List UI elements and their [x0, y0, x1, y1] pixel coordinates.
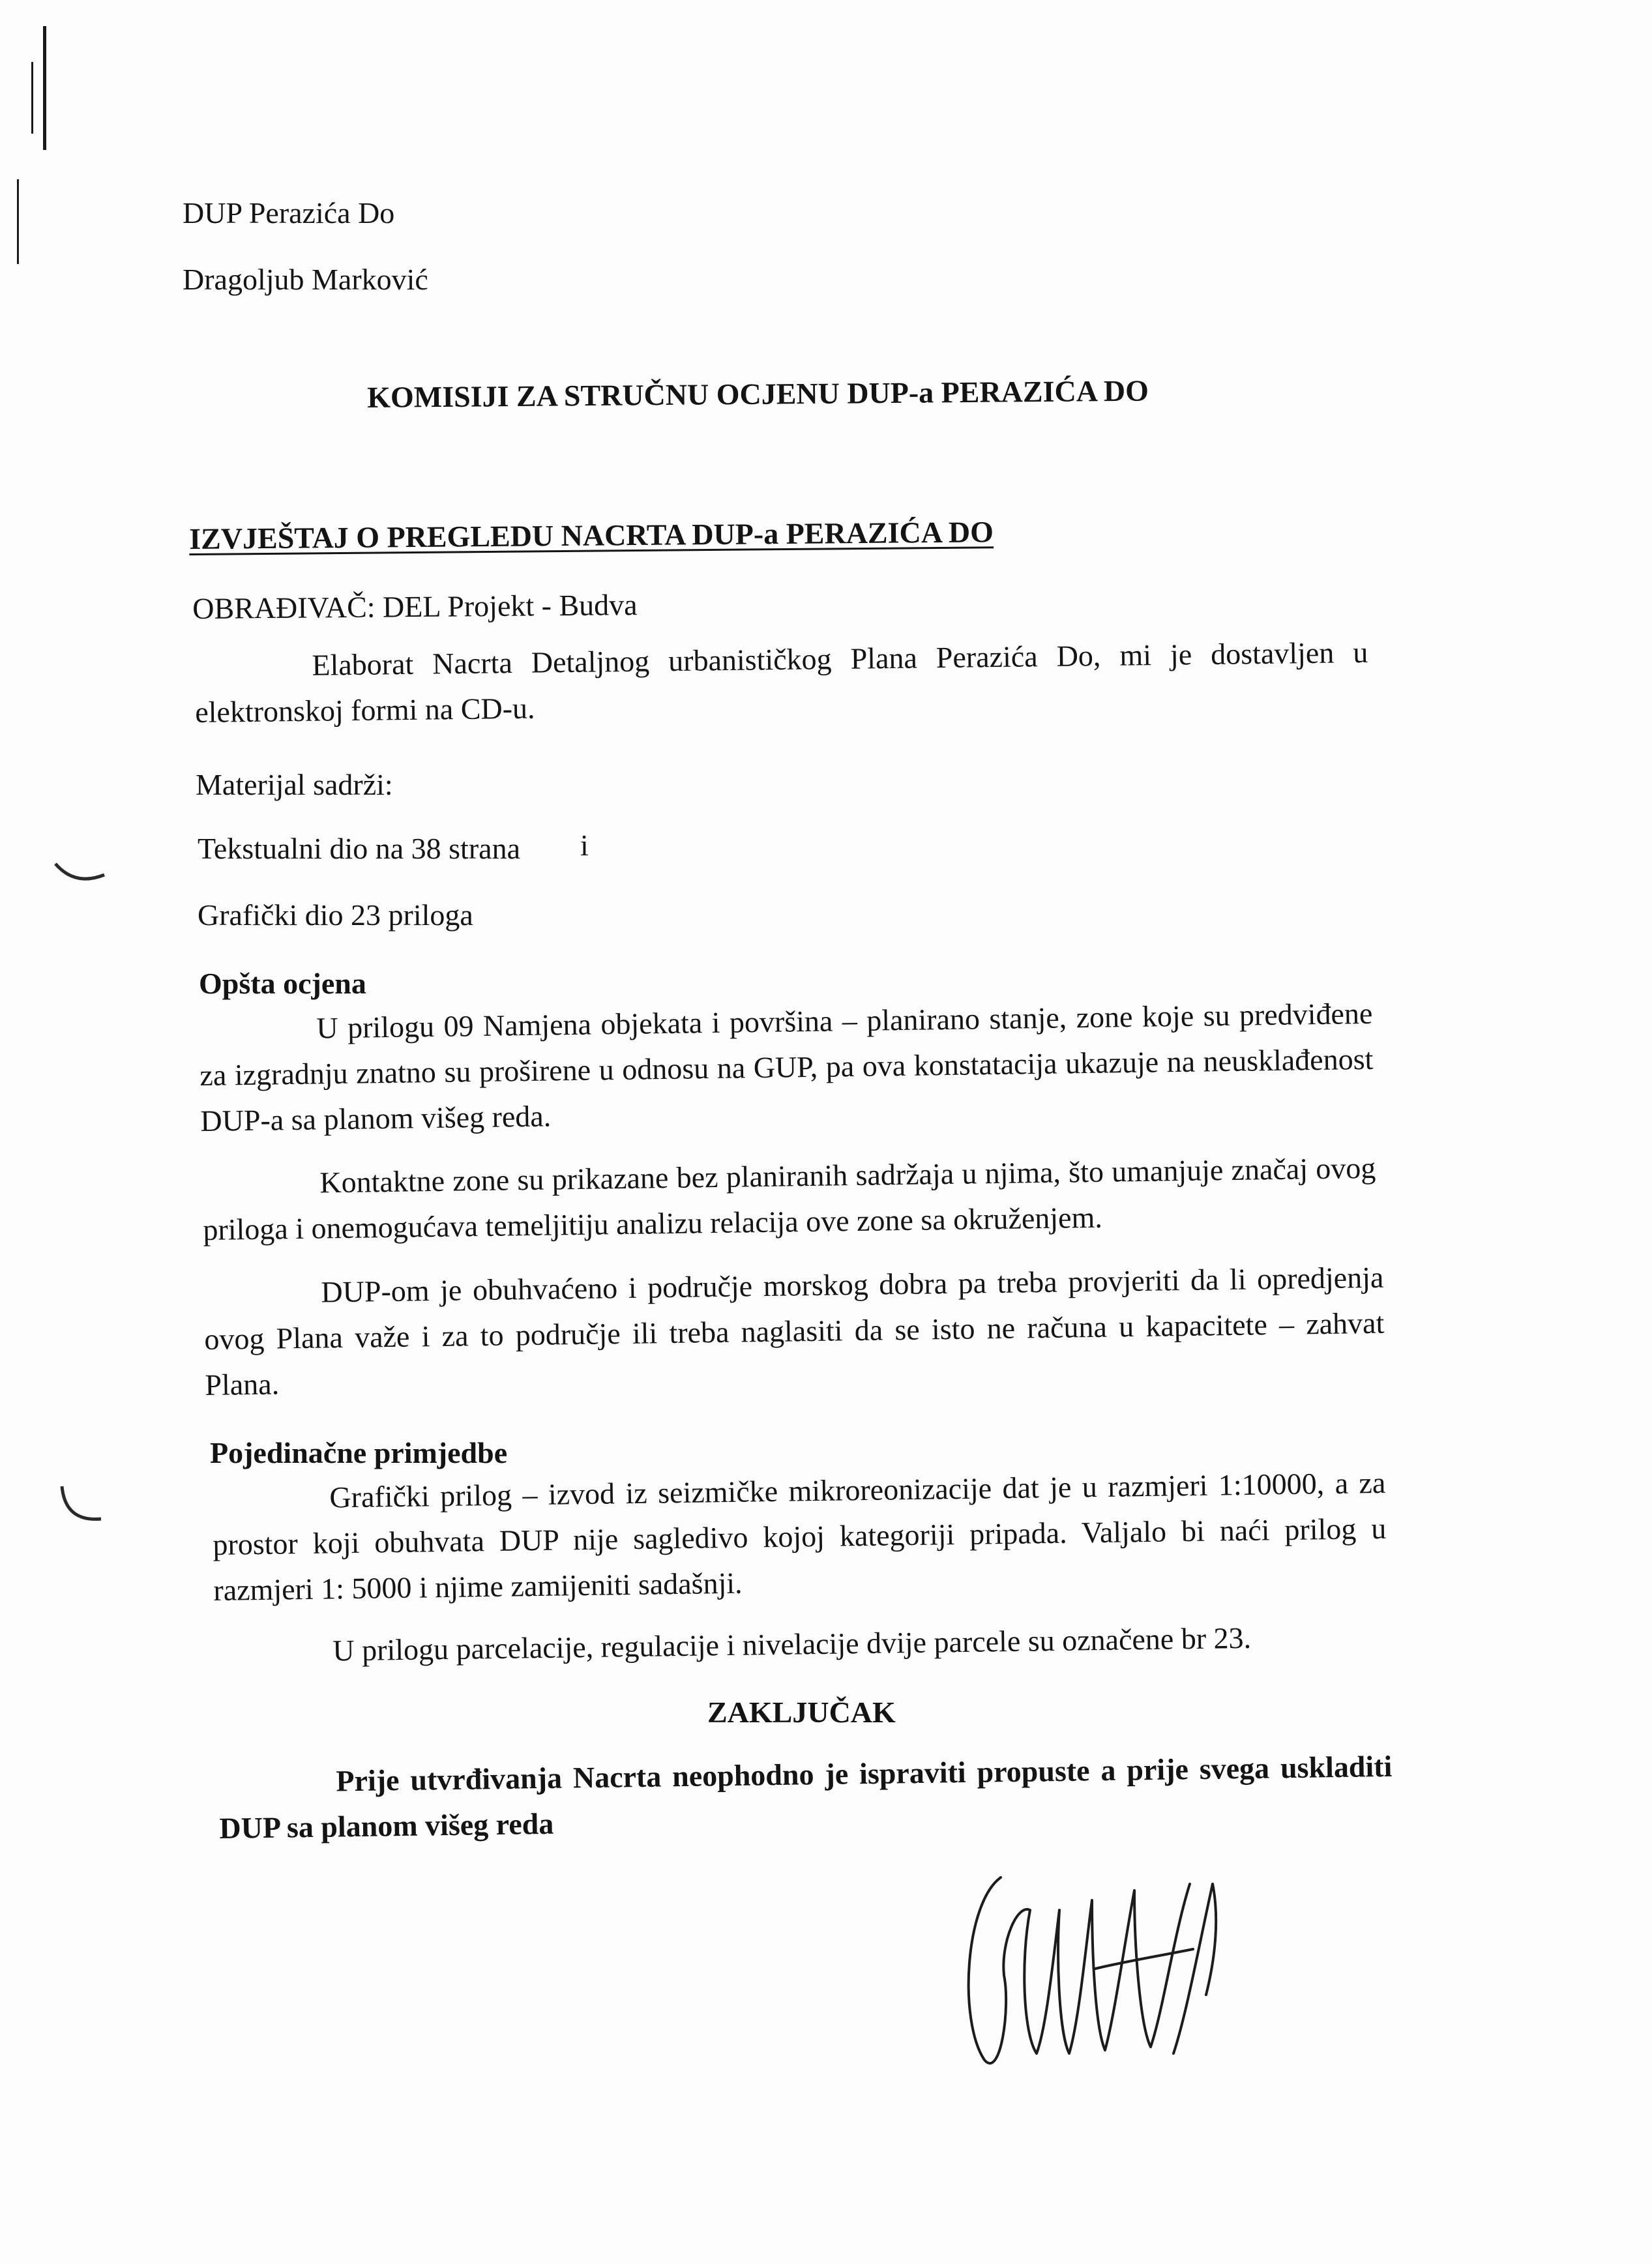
individual-remarks-heading: Pojedinačne primjedbe [210, 1436, 508, 1469]
general-paragraph-2: Kontaktne zone su prikazane bez planiranih sadržaja u njima, što umanjuje značaj ovog priloga i onemogućava temeljitiju analizu relacija ove zone sa okruženjem. [203, 1151, 1376, 1246]
material-graphic-part: Grafički dio 23 priloga [198, 898, 473, 932]
individual-paragraph-2: U prilogu parcelacije, regulacije i nivelacije dvije parcele su označene br 23. [332, 1621, 1252, 1668]
recipient-heading: KOMISIJI ZA STRUČNU OCJENU DUP-a PERAZIĆA DO [367, 374, 1149, 414]
general-assessment-heading: Opšta ocjena [199, 967, 366, 1000]
intro-paragraph: Elaborat Nacrta Detaljnog urbanističkog Plana Perazića Do, mi je dostavljen u elektronskoj formi na CD-u. [194, 636, 1368, 729]
material-conjunction: i [580, 829, 589, 862]
report-title: IZVJEŠTAJ O PREGLEDU NACRTA DUP-a PERAZIĆA DO [189, 515, 994, 555]
material-label: Materijal sadrži: [196, 768, 393, 801]
handwritten-signature [939, 1864, 1278, 2073]
header-author-name: Dragoljub Marković [183, 263, 428, 296]
processor-line: OBRAĐIVAČ: DEL Projekt - Budva [192, 588, 638, 625]
binder-mark-top [43, 26, 46, 150]
punch-hole-mark-2 [55, 1483, 114, 1529]
material-text-part: Tekstualni dio na 38 strana [198, 832, 520, 865]
binder-mark-top-2 [31, 62, 33, 134]
conclusion-paragraph: Prije utvrđivanja Nacrta neophodno je ispraviti propuste a prije svega uskladiti DUP sa planom višeg reda [219, 1749, 1393, 1845]
punch-hole-mark-1 [52, 860, 111, 887]
individual-paragraph-1: Grafički prilog – izvod iz seizmičke mikroreonizacije dat je u razmjeri 1:10000, a za prostor koji obuhvata DUP nije sagledivo kojoj kategoriji pripada. Valjalo bi naći prilog u razmjeri 1: 5000 i njime zamijeniti sadašnji. [213, 1465, 1387, 1607]
conclusion-heading: ZAKLJUČAK [707, 1696, 896, 1729]
general-paragraph-1: U prilogu 09 Namjena objekata i površina – planirano stanje, zone koje su predviđene za izgradnju znatno su proširene u odnosu na GUP, pa ova konstatacija ukazuje na neusklađenost DUP-a sa planom višeg reda. [199, 996, 1374, 1138]
header-plan-name: DUP Perazića Do [183, 196, 395, 229]
general-paragraph-3: DUP-om je obuhvaćeno i područje morskog dobra pa treba provjeriti da li opredjenja ovog Plana važe i za to područje ili treba naglasiti da se isto ne računa u kapacitete – zahvat Plana. [204, 1260, 1385, 1402]
binder-mark-mid [17, 179, 19, 264]
